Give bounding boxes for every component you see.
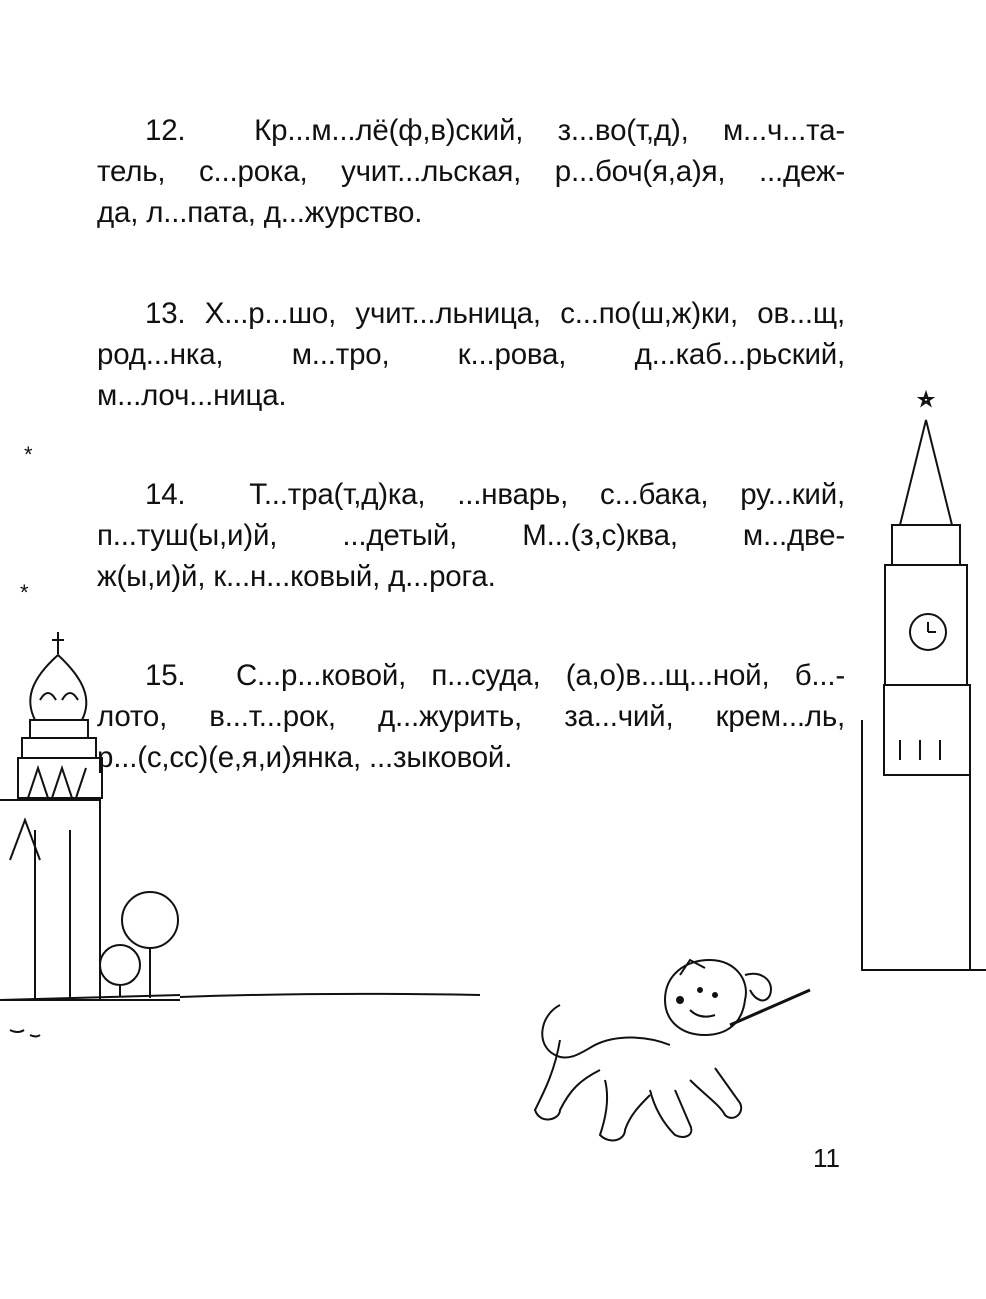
exercise-12	[97, 110, 845, 233]
stars-decoration	[20, 442, 33, 605]
dog-drawing	[535, 960, 810, 1140]
exercise-13	[97, 293, 845, 416]
svg-text:*: *	[20, 580, 29, 605]
exercise-number: 13.	[145, 297, 186, 330]
exercise-line: ж(ы,и)й, к...н...ковый, д...рога.	[97, 560, 496, 593]
page-number: 11	[813, 1143, 840, 1173]
exercise-line: лото, в...т...рок, д...журить, за...чий, крем...ль,	[97, 700, 845, 733]
exercise-line: тель, с...рока, учит...льская, р...боч(я,а)я, ...деж-	[97, 155, 845, 188]
exercise-line: Т...тра(т,д)ка, ...нварь, с...бака, ру...кий,	[249, 478, 845, 511]
kremlin-tower-drawing	[862, 393, 986, 970]
exercise-line: да, л...пата, д...журство.	[97, 196, 423, 229]
exercise-number: 12.	[145, 114, 186, 147]
exercise-line: п...туш(ы,и)й, ...детый, М...(з,с)ква, м...две-	[97, 519, 845, 552]
exercise-line: род...нка, м...тро, к...рова, д...каб...рьский,	[97, 338, 845, 371]
exercise-line: р...(с,сс)(е,я,и)янка, ...зыковой.	[97, 741, 513, 774]
exercise-14	[97, 474, 845, 597]
exercise-number: 15.	[145, 659, 186, 692]
exercise-line: Х...р...шо, учит...льница, с...по(ш,ж)ки, ов...щ,	[204, 297, 845, 330]
exercise-number: 14.	[145, 478, 186, 511]
exercise-line: С...р...ковой, п...суда, (а,о)в...щ...ной, б...-	[235, 659, 846, 692]
svg-text:*: *	[24, 442, 33, 467]
exercise-line: Кр...м...лё(ф,в)ский, з...во(т,д), м...ч...та-	[254, 114, 845, 147]
exercise-15	[97, 655, 845, 778]
exercise-line: м...лоч...ница.	[97, 379, 287, 412]
